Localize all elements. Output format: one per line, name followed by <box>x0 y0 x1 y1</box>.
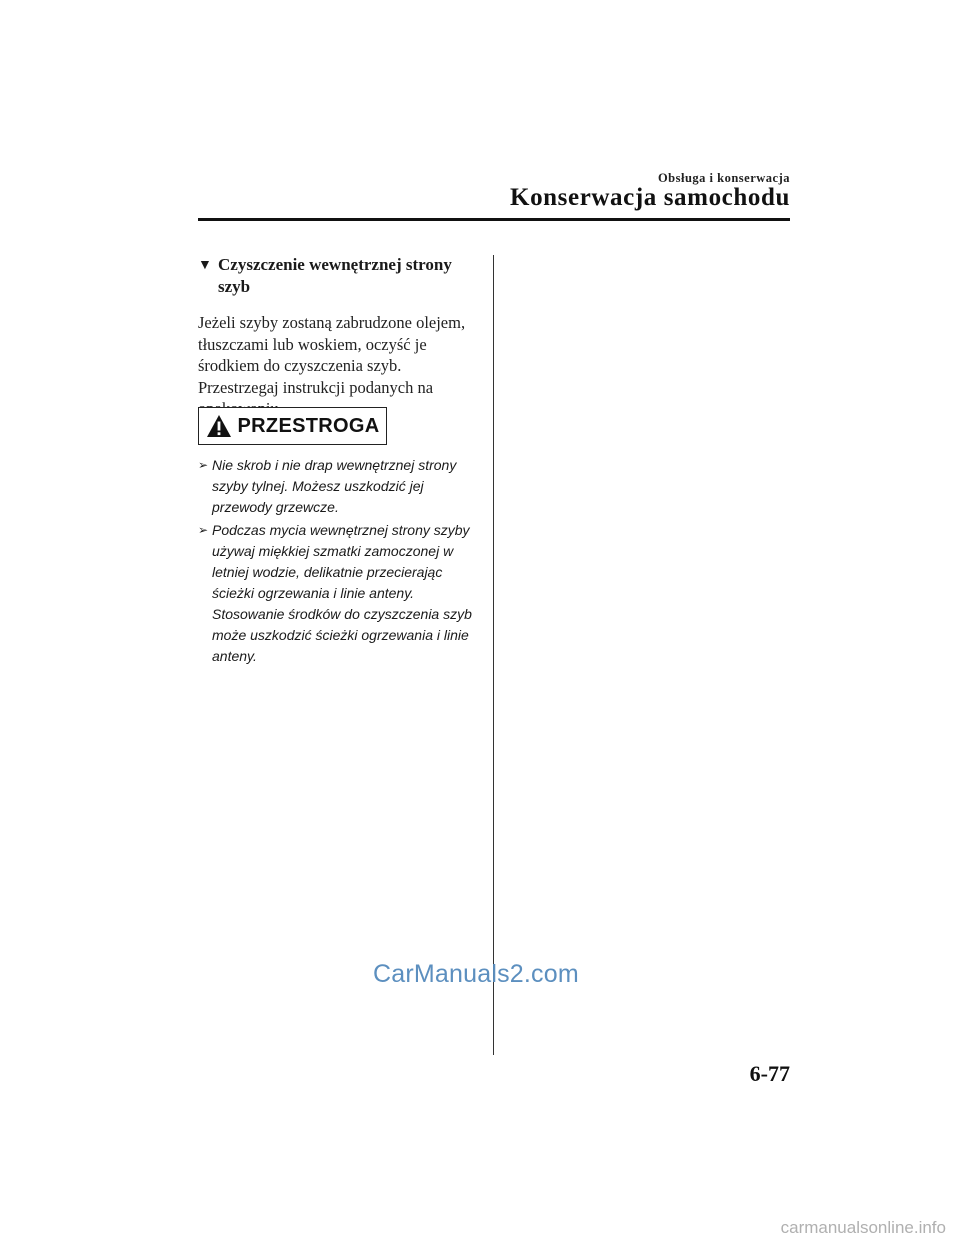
section-body: Jeżeli szyby zostaną zabrudzone olejem, tłuszczami lub woskiem, oczyść je środkiem do czyszczenia szyb. Przestrzegaj instrukcji podanych na <box>198 313 466 397</box>
section-heading <box>198 254 478 298</box>
section-window-cleaning <box>198 254 478 420</box>
caution-item <box>198 520 483 667</box>
arrow-bullet-icon: ➢ <box>198 523 209 537</box>
section-heading-text: Czyszczenie wewnętrznej strony szyb <box>218 255 452 296</box>
page-number: 6-77 <box>749 1061 790 1086</box>
footer-site: carmanualsonline.info <box>780 1218 946 1237</box>
header-divider <box>198 218 790 221</box>
column-divider <box>493 255 494 1055</box>
watermark-logo: CarManuals2.com <box>373 960 579 988</box>
caution-item-text: Nie skrob i nie drap wewnętrznej strony szyby tylnej. Możesz uszkodzić jej przewody grzewcze. <box>212 457 457 515</box>
caution-item-text: Podczas mycia wewnętrznej strony szyby używaj miękkiej szmatki zamoczonej w letniej wodzie, delikatnie przecierając ścieżki ogrzewania i linie anteny. Stosowanie środków do czyszczenia szyb może uszkodzić ścieżki ogrzewania i linie anteny. <box>212 522 472 664</box>
chapter-title: Konserwacja samochodu <box>510 184 790 211</box>
warning-triangle-icon <box>206 414 232 438</box>
caution-list <box>198 455 483 669</box>
triangle-down-icon: ▼ <box>198 258 212 273</box>
arrow-bullet-icon: ➢ <box>198 458 209 472</box>
caution-badge <box>198 407 387 445</box>
caution-label: PRZESTROGA <box>237 414 380 437</box>
caution-item <box>198 455 483 518</box>
chapter-subtitle: Obsługa i konserwacja <box>657 171 790 185</box>
